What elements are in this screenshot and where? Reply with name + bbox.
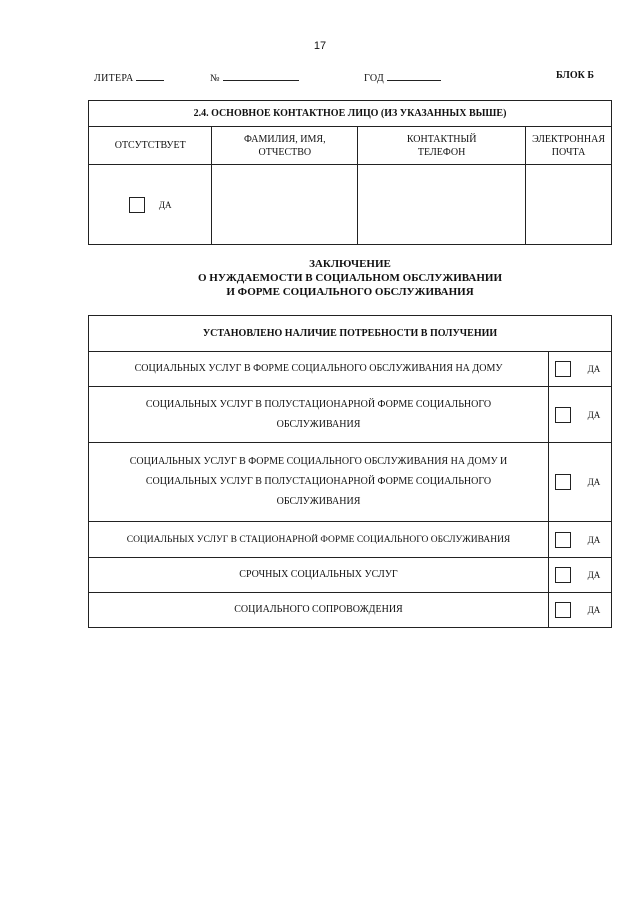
column-phone: КОНТАКТНЫЙ ТЕЛЕФОН bbox=[358, 127, 526, 165]
need-home-yes-label: ДА bbox=[577, 352, 612, 387]
need-semi-stationary-checkbox-cell bbox=[549, 387, 578, 443]
year-field bbox=[364, 70, 441, 84]
need-social-support-checkbox[interactable] bbox=[555, 602, 571, 618]
litera-field bbox=[94, 70, 164, 84]
table-row bbox=[89, 593, 612, 628]
block-label: БЛОК Б bbox=[556, 70, 594, 81]
absent-cell bbox=[89, 165, 212, 245]
number-label: № bbox=[210, 73, 220, 84]
need-social-support: СОЦИАЛЬНОГО СОПРОВОЖДЕНИЯ bbox=[89, 593, 549, 628]
service-need-table bbox=[88, 315, 612, 628]
need-stationary-checkbox-cell bbox=[549, 522, 578, 558]
contact-person-table bbox=[88, 100, 612, 245]
need-home-service: СОЦИАЛЬНЫХ УСЛУГ В ФОРМЕ СОЦИАЛЬНОГО ОБСЛУЖИВАНИЯ НА ДОМУ bbox=[89, 352, 549, 387]
number-input-line[interactable] bbox=[223, 70, 299, 81]
need-home-and-semi-checkbox[interactable] bbox=[555, 474, 571, 490]
column-email: ЭЛЕКТРОННАЯ ПОЧТА bbox=[526, 127, 612, 165]
need-stationary-service: СОЦИАЛЬНЫХ УСЛУГ В СТАЦИОНАРНОЙ ФОРМЕ СОЦИАЛЬНОГО ОБСЛУЖИВАНИЯ bbox=[89, 522, 549, 558]
litera-label: ЛИТЕРА bbox=[94, 73, 134, 84]
need-urgent-service: СРОЧНЫХ СОЦИАЛЬНЫХ УСЛУГ bbox=[89, 558, 549, 593]
need-home-checkbox-cell bbox=[549, 352, 578, 387]
table-row bbox=[89, 387, 612, 443]
need-home-and-semi-yes-label: ДА bbox=[577, 443, 612, 522]
need-home-checkbox[interactable] bbox=[555, 361, 571, 377]
need-social-support-checkbox-cell bbox=[549, 593, 578, 628]
conclusion-title: ЗАКЛЮЧЕНИЕ bbox=[309, 258, 391, 270]
year-label: ГОД bbox=[364, 73, 384, 84]
need-semi-stationary-service: СОЦИАЛЬНЫХ УСЛУГ В ПОЛУСТАЦИОНАРНОЙ ФОРМЕ СОЦИАЛЬНОГО ОБСЛУЖИВАНИЯ bbox=[89, 387, 549, 443]
absent-checkbox[interactable] bbox=[129, 197, 145, 213]
email-cell[interactable] bbox=[526, 165, 612, 245]
year-input-line[interactable] bbox=[387, 70, 441, 81]
need-urgent-yes-label: ДА bbox=[577, 558, 612, 593]
need-home-and-semi-checkbox-cell bbox=[549, 443, 578, 522]
column-full-name: ФАМИЛИЯ, ИМЯ, ОТЧЕСТВО bbox=[212, 127, 358, 165]
conclusion-subtitle-1: О НУЖДАЕМОСТИ В СОЦИАЛЬНОМ ОБСЛУЖИВАНИИ bbox=[197, 272, 503, 284]
need-urgent-checkbox[interactable] bbox=[555, 567, 571, 583]
phone-cell[interactable] bbox=[358, 165, 526, 245]
need-urgent-checkbox-cell bbox=[549, 558, 578, 593]
full-name-cell[interactable] bbox=[212, 165, 358, 245]
table-row bbox=[89, 443, 612, 522]
table-row bbox=[89, 522, 612, 558]
need-social-support-yes-label: ДА bbox=[577, 593, 612, 628]
number-field bbox=[210, 70, 299, 84]
conclusion-subtitle-2: И ФОРМЕ СОЦИАЛЬНОГО ОБСЛУЖИВАНИЯ bbox=[226, 286, 474, 298]
conclusion-heading bbox=[88, 257, 612, 299]
contact-section-title: 2.4. ОСНОВНОЕ КОНТАКТНОЕ ЛИЦО (ИЗ УКАЗАННЫХ ВЫШЕ) bbox=[89, 101, 612, 127]
need-semi-stationary-yes-label: ДА bbox=[577, 387, 612, 443]
table-row bbox=[89, 558, 612, 593]
need-table-header: УСТАНОВЛЕНО НАЛИЧИЕ ПОТРЕБНОСТИ В ПОЛУЧЕНИИ bbox=[89, 316, 612, 352]
page-number: 17 bbox=[313, 40, 327, 52]
absent-yes-label: ДА bbox=[158, 199, 172, 210]
litera-input-line[interactable] bbox=[136, 70, 164, 81]
need-stationary-checkbox[interactable] bbox=[555, 532, 571, 548]
need-home-and-semi-service: СОЦИАЛЬНЫХ УСЛУГ В ФОРМЕ СОЦИАЛЬНОГО ОБСЛУЖИВАНИЯ НА ДОМУ И СОЦИАЛЬНЫХ УСЛУГ В ПОЛУСТАЦИОНАРНОЙ ФОРМЕ СОЦИАЛЬНОГО ОБСЛУЖИВАНИЯ bbox=[89, 443, 549, 522]
need-semi-stationary-checkbox[interactable] bbox=[555, 407, 571, 423]
table-row bbox=[89, 352, 612, 387]
column-absent: ОТСУТСТВУЕТ bbox=[89, 127, 212, 165]
need-stationary-yes-label: ДА bbox=[577, 522, 612, 558]
